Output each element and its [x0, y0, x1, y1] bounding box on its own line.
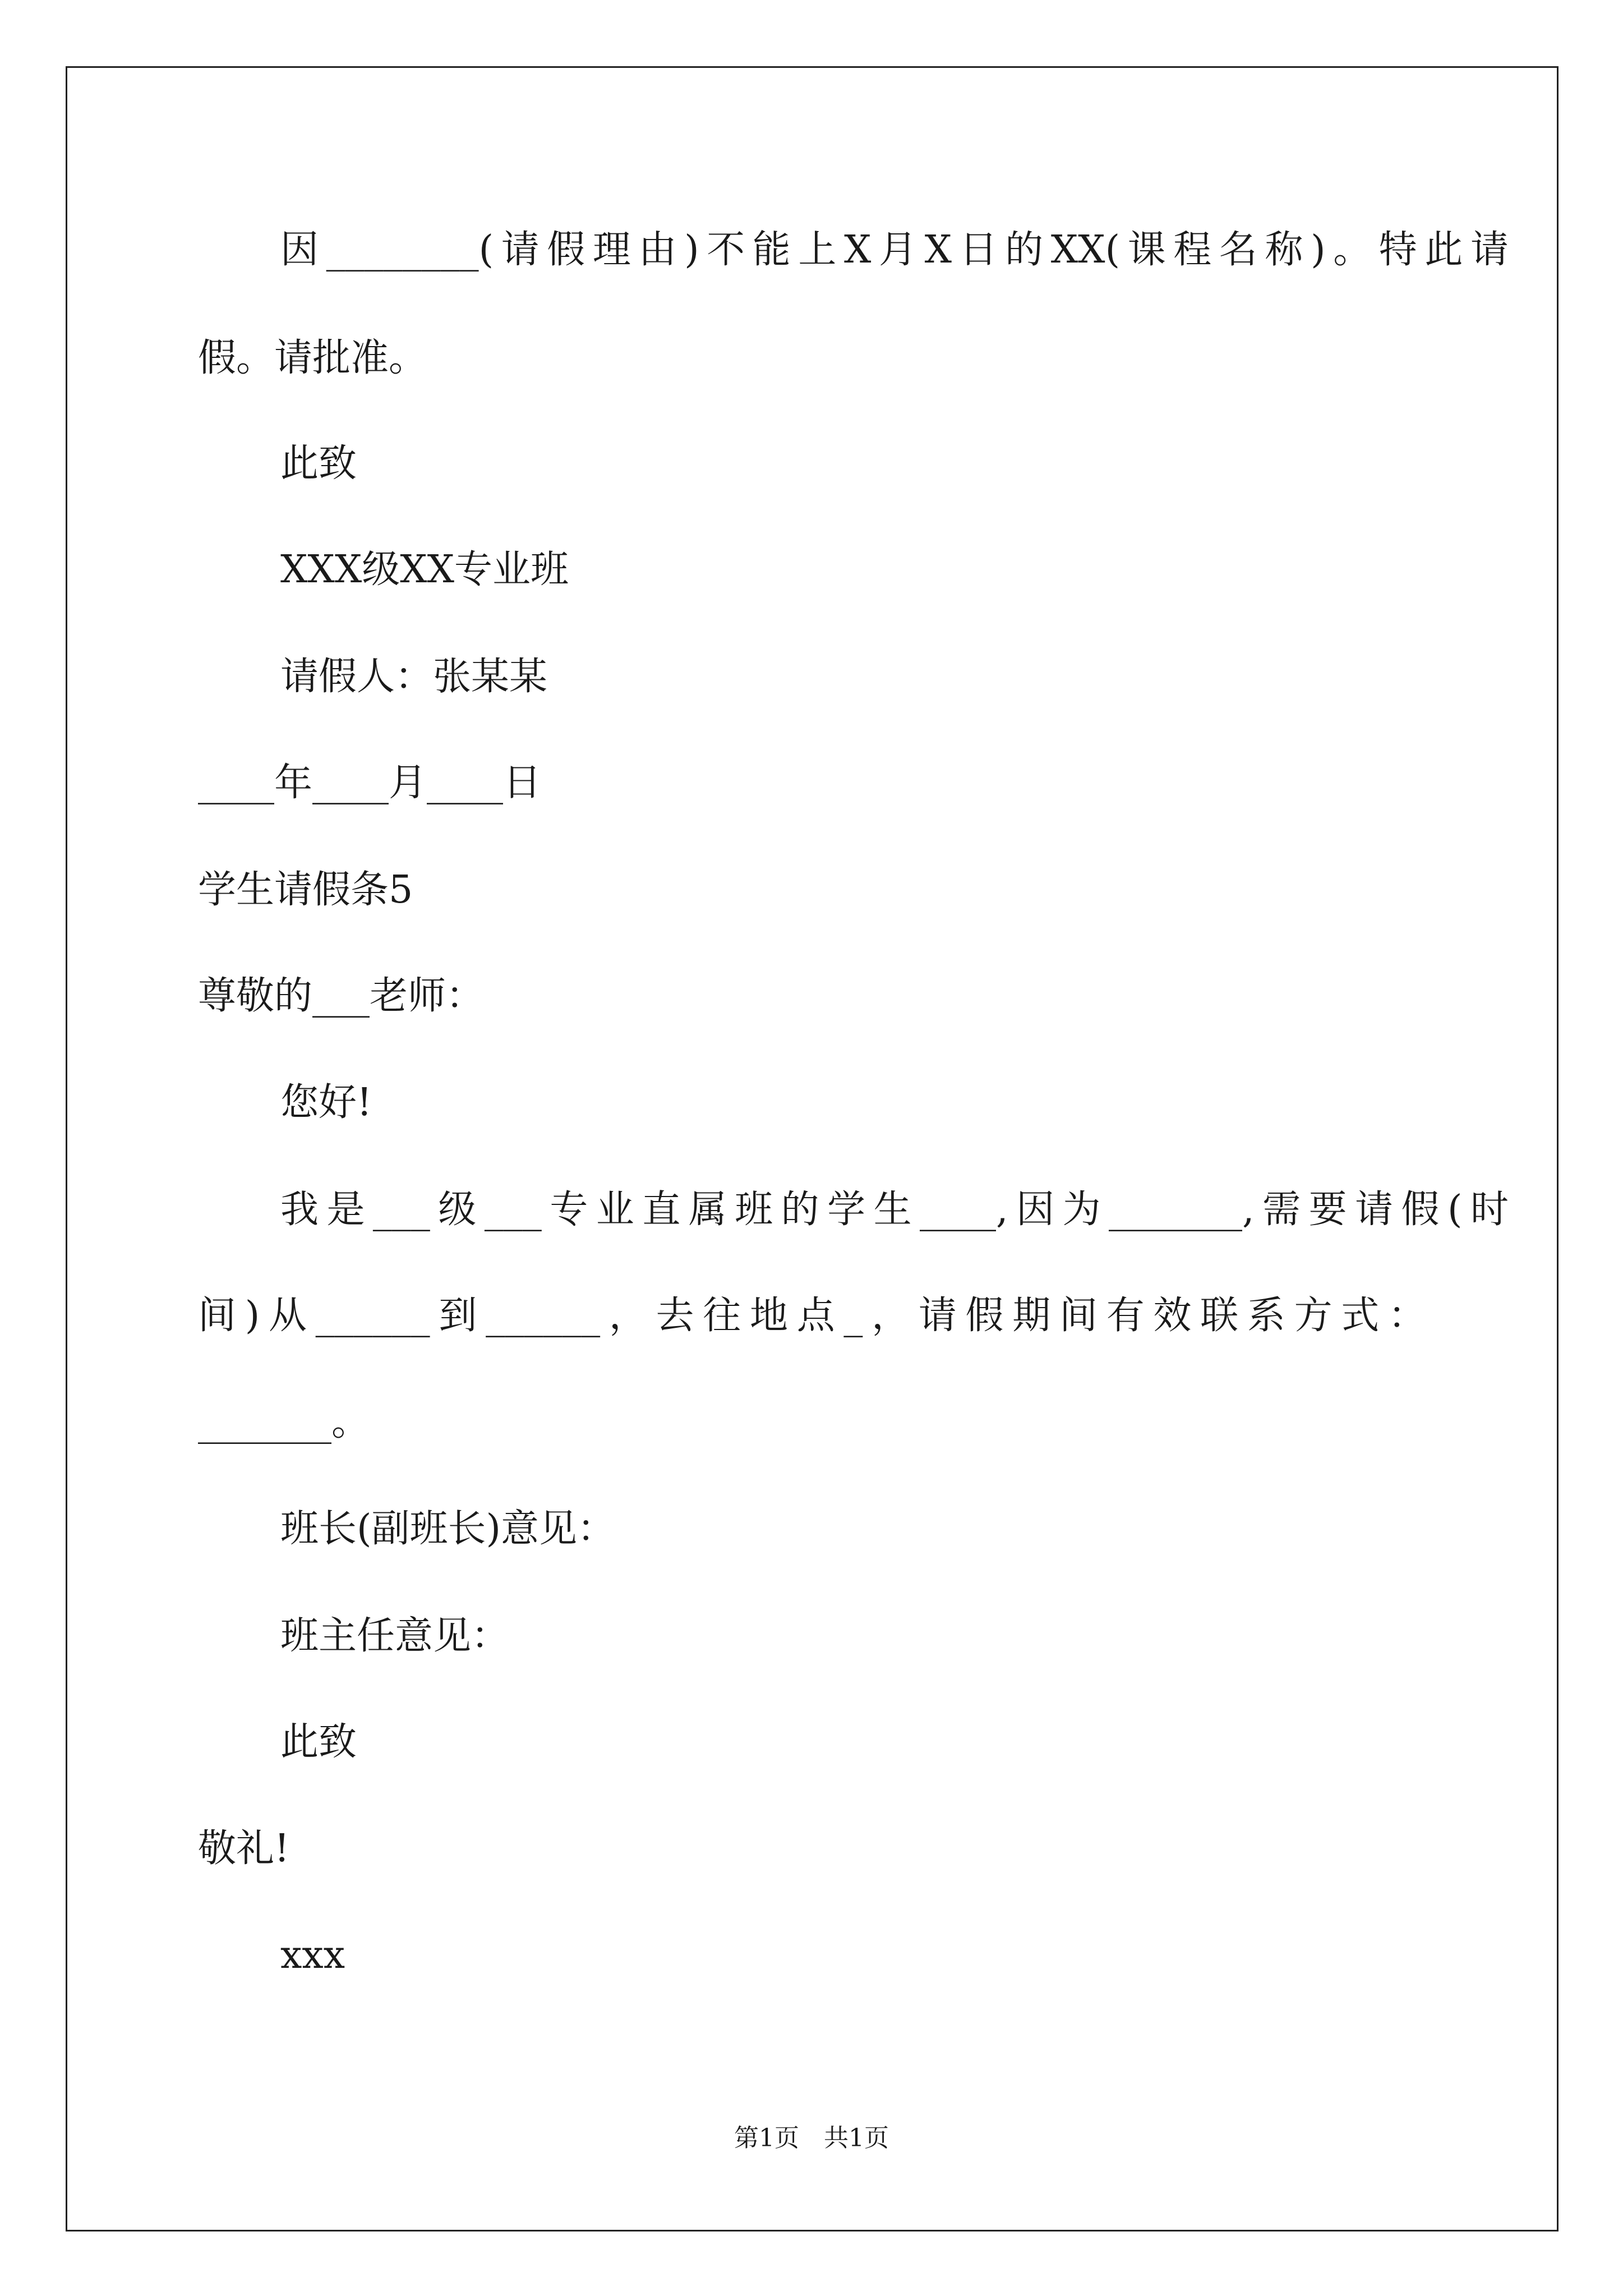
section-title: 学生请假条5: [198, 868, 413, 912]
request-body-line-3: _______。: [198, 1400, 370, 1444]
greeting: 尊敬的___老师：: [198, 974, 485, 1018]
page-border: [66, 66, 1559, 2231]
reason-line: 因________(请假理由)不能上X月X日的XX(课程名称)。特此请: [280, 228, 1509, 272]
request-body-line-1: 我是___级___专业直属班的学生____,因为_______,需要请假(时: [280, 1188, 1509, 1232]
hello-line: 您好!: [280, 1080, 372, 1125]
date-line: ____年____月____日: [198, 761, 542, 805]
applicant-name: 请假人：张某某: [280, 655, 548, 699]
signature: xxx: [280, 1933, 345, 1977]
closing-salutation: 此致: [280, 441, 357, 486]
monitor-opinion: 班长(副班长)意见：: [280, 1507, 616, 1551]
class-name: XXX级XX专业班: [280, 547, 569, 592]
regards: 敬礼!: [198, 1826, 290, 1871]
closing-salutation-2: 此致: [280, 1720, 357, 1764]
page-footer: 第1页 共1页: [734, 2124, 889, 2152]
teacher-opinion: 班主任意见：: [280, 1614, 510, 1658]
request-body-line-2: 间)从______到______，去往地点_，请假期间有效联系方式：: [198, 1294, 1426, 1338]
request-approval-line: 假。请批准。: [198, 336, 427, 380]
